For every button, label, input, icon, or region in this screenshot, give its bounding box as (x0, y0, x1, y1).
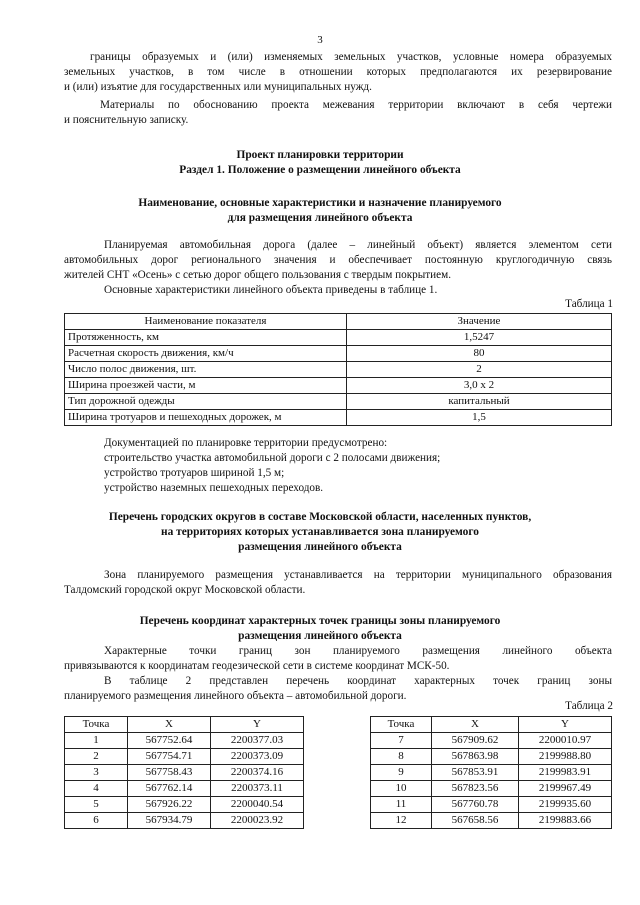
table-cell: 4 (65, 781, 128, 797)
table-cell: 567754.71 (128, 749, 211, 765)
list-item: строительство участка автомобильной дороги с 2 полосами движения; (104, 452, 441, 464)
table-cell: Ширина проезжей части, м (65, 378, 347, 394)
table-cell: 2 (65, 749, 128, 765)
table-row (65, 346, 612, 362)
table-cell: 2200010.97 (519, 733, 612, 749)
text-line: В таблице 2 представлен перечень координат характерных точек границ зоны (104, 675, 612, 687)
table1-caption: Таблица 1 (565, 298, 613, 310)
table-cell: Тип дорожной одежды (65, 394, 347, 410)
table-row (371, 733, 612, 749)
table-cell: 2200374.16 (211, 765, 304, 781)
table-cell: 7 (371, 733, 432, 749)
text-line: Талдомский городской округ Московской области. (64, 584, 306, 596)
table-row (65, 765, 304, 781)
table-row (65, 362, 612, 378)
text-line: Характерные точки границ зон планируемого размещения линейного объекта (104, 645, 612, 657)
table-header-row (65, 314, 612, 330)
table-cell: 2199988.80 (519, 749, 612, 765)
coordinates-table-left (64, 716, 304, 829)
table-cell: 567762.14 (128, 781, 211, 797)
table-cell: 12 (371, 813, 432, 829)
table-header-row (65, 717, 304, 733)
section-title: Проект планировки территории (236, 149, 404, 161)
table-cell: 2 (347, 362, 612, 378)
table-cell: капитальный (347, 394, 612, 410)
table-cell: Число полос движения, шт. (65, 362, 347, 378)
text-line: автомобильных дорог регионального значения и обеспечивает постоянную круглогодичную связь (64, 254, 612, 266)
table-header-cell: Y (211, 717, 304, 733)
table-cell: 80 (347, 346, 612, 362)
table-cell: 567934.79 (128, 813, 211, 829)
table-cell: Расчетная скорость движения, км/ч (65, 346, 347, 362)
table-cell: 1 (65, 733, 128, 749)
table-cell: 2200023.92 (211, 813, 304, 829)
road-paragraph (64, 238, 612, 283)
heading-characteristics-line2: для размещения линейного объекта (227, 212, 413, 224)
text-line: жителей СНТ «Осень» с сетью дорог общего пользования с твердым покрытием. (64, 269, 451, 281)
documentation-list (104, 436, 612, 496)
table-row (65, 410, 612, 426)
table-cell: Ширина тротуаров и пешеходных дорожек, м (65, 410, 347, 426)
table-row (371, 813, 612, 829)
table-cell: 6 (65, 813, 128, 829)
table-row (371, 749, 612, 765)
table-row (65, 813, 304, 829)
heading-districts-line3: размещения линейного объекта (238, 541, 402, 553)
table-cell: 2199967.49 (519, 781, 612, 797)
coordinates-paragraph (64, 644, 612, 674)
table-row (65, 378, 612, 394)
documentation-lead: Документацией по планировке территории предусмотрено: (104, 437, 388, 449)
table-header-cell: X (432, 717, 519, 733)
text-line: и (или) изъятие для государственных или муниципальных нужд. (64, 81, 372, 93)
intro-paragraph-1 (64, 50, 612, 95)
table-cell: 567752.64 (128, 733, 211, 749)
heading-districts: Перечень городских округов в составе Московской области, населенных пунктов, (108, 511, 532, 523)
characteristics-table (64, 313, 612, 426)
table-cell: 567658.56 (432, 813, 519, 829)
section-subtitle: Раздел 1. Положение о размещении линейного объекта (179, 164, 461, 176)
table-row (65, 797, 304, 813)
table-cell: 1,5247 (347, 330, 612, 346)
table-row (65, 733, 304, 749)
table-header-cell: Значение (347, 314, 612, 330)
table-cell: 567926.22 (128, 797, 211, 813)
text-line: границы образуемых и (или) изменяемых земельных участков, условные номера образуемых (90, 51, 612, 63)
table-cell: 567823.56 (432, 781, 519, 797)
table2-paragraph (64, 674, 612, 704)
text-line: планируемого размещения линейного объекта – автомобильной дороги. (64, 690, 407, 702)
table-cell: 2199883.66 (519, 813, 612, 829)
table-row (371, 797, 612, 813)
table-header-cell: Y (519, 717, 612, 733)
table-cell: 5 (65, 797, 128, 813)
heading-districts-line2: на территориях которых устанавливается зона планируемого (161, 526, 479, 538)
table-cell: 3,0 х 2 (347, 378, 612, 394)
table-header-cell: Точка (65, 717, 128, 733)
list-item: устройство тротуаров шириной 1,5 м; (104, 467, 285, 479)
table-row (65, 781, 304, 797)
table-cell: 8 (371, 749, 432, 765)
table-header-cell: Точка (371, 717, 432, 733)
table-cell: 11 (371, 797, 432, 813)
table-cell: 2199983.91 (519, 765, 612, 781)
table-cell: 2199935.60 (519, 797, 612, 813)
table-row (65, 394, 612, 410)
table2-caption: Таблица 2 (565, 700, 613, 712)
table-row (371, 765, 612, 781)
text-line: Материалы по обоснованию проекта межевания территории включают в себя чертежи (100, 99, 612, 111)
table-cell: 567863.98 (432, 749, 519, 765)
heading-coordinates: Перечень координат характерных точек границы зоны планируемого (139, 615, 501, 627)
table-cell: 10 (371, 781, 432, 797)
text-line: и пояснительную записку. (64, 114, 189, 126)
text-line: Планируемая автомобильная дорога (далее – линейный объект) является элементом сети (104, 239, 612, 251)
text-line: земельных участков, в том числе в отношении которых предполагаются их резервирование (64, 66, 612, 78)
table-cell: 567758.43 (128, 765, 211, 781)
zone-paragraph (64, 568, 612, 598)
table-cell: 2200373.11 (211, 781, 304, 797)
coordinates-table-right (370, 716, 612, 829)
list-item: устройство наземных пешеходных переходов. (104, 482, 324, 494)
table-row (65, 330, 612, 346)
table-cell: 1,5 (347, 410, 612, 426)
table-header-cell: Наименование показателя (65, 314, 347, 330)
table-cell: 9 (371, 765, 432, 781)
table-cell: 567853.91 (432, 765, 519, 781)
table-cell: Протяженность, км (65, 330, 347, 346)
table-row (65, 749, 304, 765)
table-reference-paragraph: Основные характеристики линейного объекта приведены в таблице 1. (104, 284, 438, 296)
table-row (371, 781, 612, 797)
table-header-row (371, 717, 612, 733)
table-cell: 567760.78 (432, 797, 519, 813)
text-line: привязываются к координатам геодезической сети в системе координат МСК-50. (64, 660, 450, 672)
table-cell: 2200040.54 (211, 797, 304, 813)
text-line: Зона планируемого размещения устанавливается на территории муниципального образования (104, 569, 612, 581)
heading-coordinates-line2: размещения линейного объекта (238, 630, 402, 642)
table-cell: 3 (65, 765, 128, 781)
table-cell: 567909.62 (432, 733, 519, 749)
heading-characteristics: Наименование, основные характеристики и назначение планируемого (138, 197, 502, 209)
page-number: 3 (317, 34, 323, 46)
table-cell: 2200373.09 (211, 749, 304, 765)
table-cell: 2200377.03 (211, 733, 304, 749)
table-header-cell: X (128, 717, 211, 733)
intro-paragraph-2 (64, 98, 612, 128)
